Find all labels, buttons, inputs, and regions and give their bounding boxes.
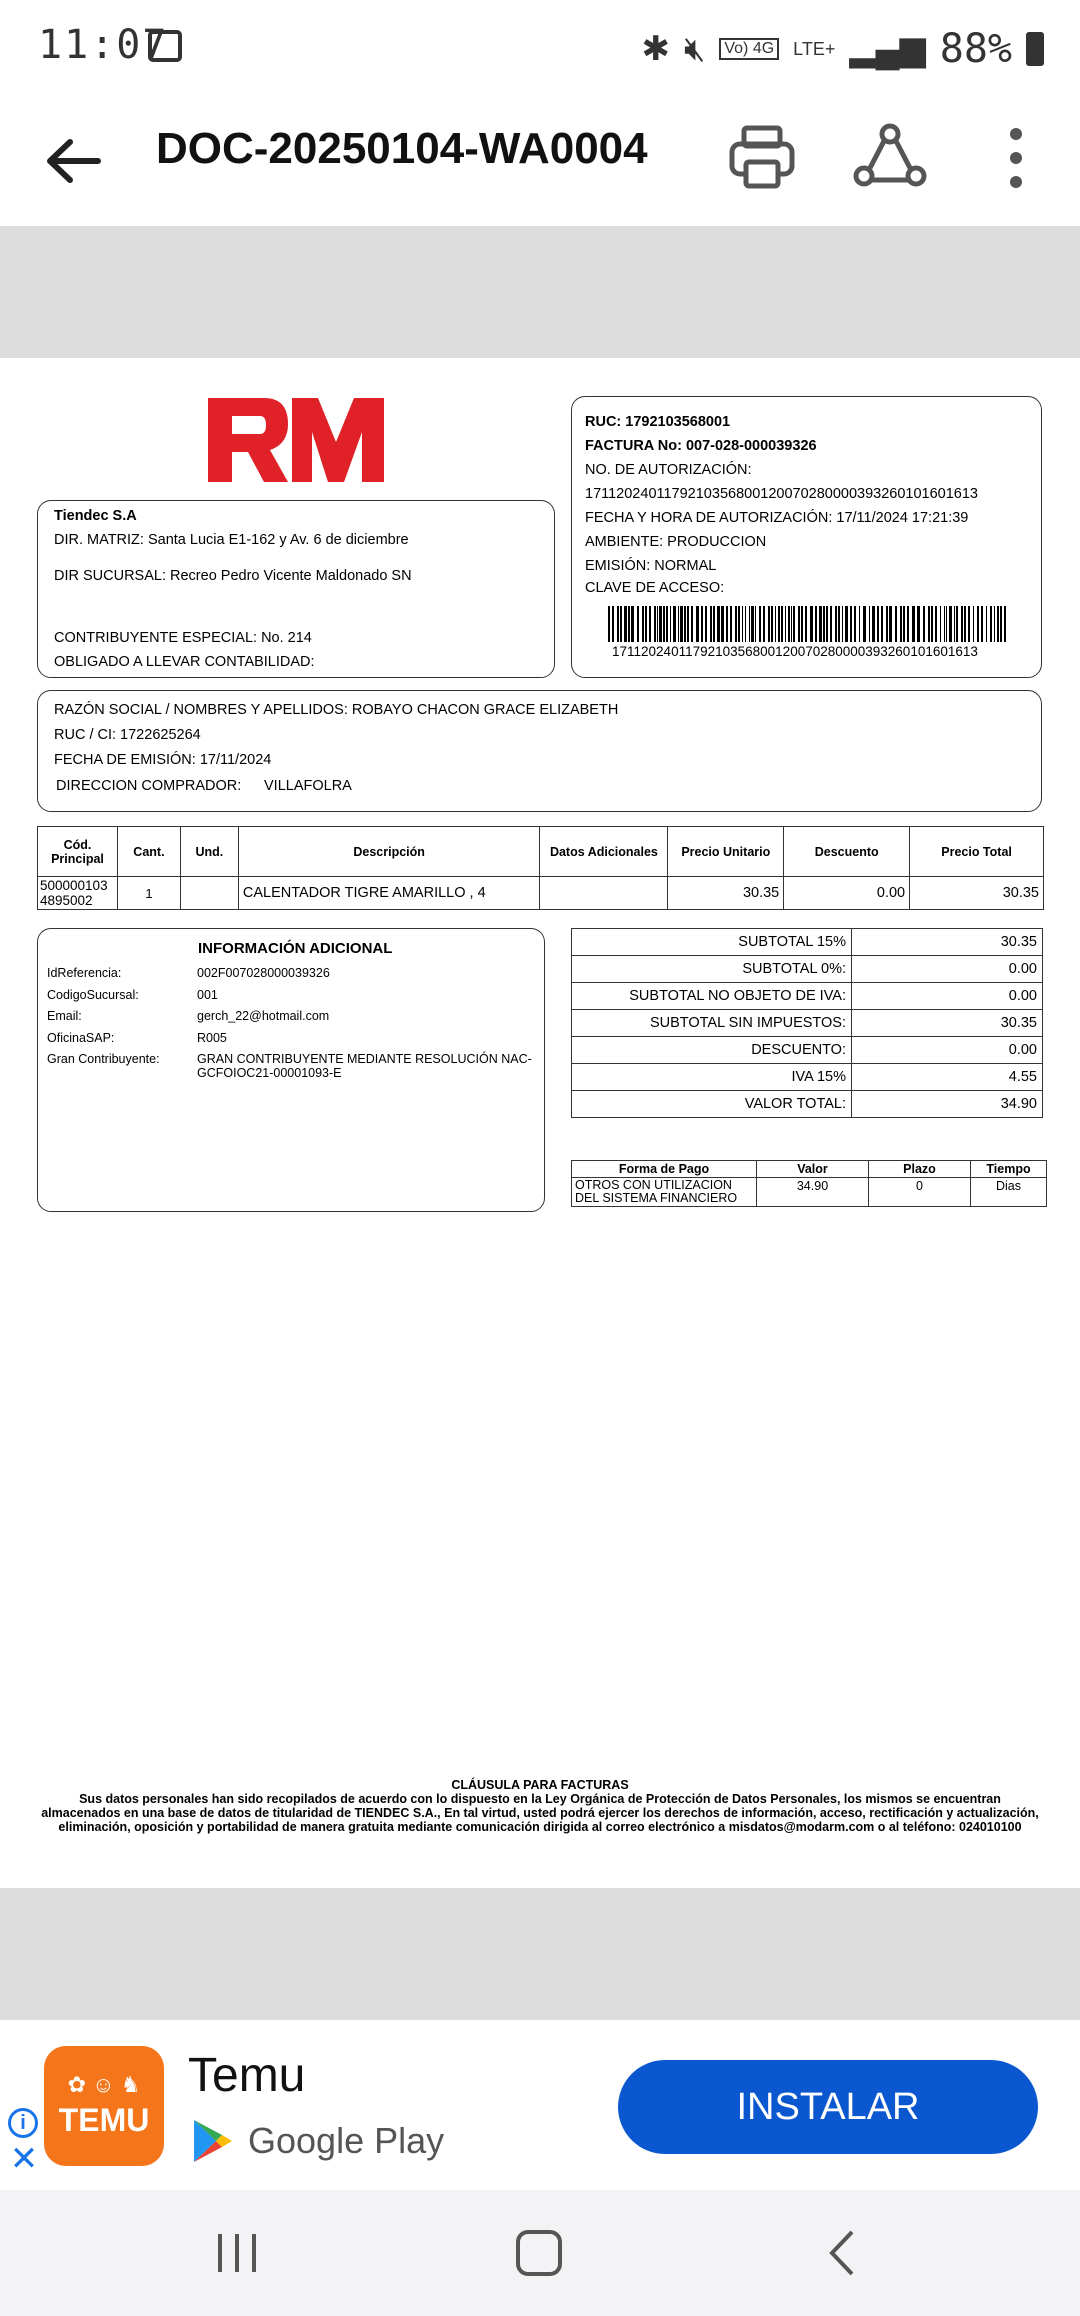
direccion-label: DIRECCION COMPRADOR:: [56, 778, 242, 794]
col-descuento: Descuento: [784, 827, 910, 877]
print-icon[interactable]: [722, 118, 802, 198]
pay-col-plazo: Plazo: [869, 1161, 971, 1178]
cell-total: 30.35: [910, 877, 1044, 910]
info-key: CodigoSucursal:: [47, 988, 139, 1002]
col-descripcion: Descripción: [238, 827, 540, 877]
autorizacion-number: 1711202401179210356800120070280000393260101601613: [585, 486, 978, 502]
total-value: 30.35: [852, 1010, 1043, 1037]
total-label: DESCUENTO:: [572, 1037, 852, 1064]
total-label: SUBTOTAL 15%: [572, 929, 852, 956]
document-title: DOC-20250104-WA0004: [156, 124, 648, 173]
ad-store-name: Google Play: [248, 2120, 445, 2161]
cell-datos: [540, 877, 668, 910]
volte-icon: Vo) 4G: [719, 38, 779, 60]
totals-row: [572, 983, 1043, 1010]
pay-col-forma: Forma de Pago: [572, 1161, 757, 1178]
fecha-autorizacion: FECHA Y HORA DE AUTORIZACIÓN: 17/11/2024 17:21:39: [585, 510, 969, 526]
totals-row: [572, 1091, 1043, 1118]
clave-acceso-label: CLAVE DE ACCESO:: [585, 580, 725, 596]
ad-info-icon[interactable]: i: [8, 2108, 38, 2138]
share-icon[interactable]: [850, 118, 930, 198]
app-bar: [0, 96, 1080, 226]
back-arrow-icon[interactable]: [40, 126, 110, 196]
ad-app-name: Temu: [188, 2049, 306, 2102]
items-table: [37, 826, 1044, 910]
cell-cant: 1: [117, 877, 180, 910]
barcode-number: 1711202401179210356800120070280000393260101601613: [612, 644, 978, 659]
rm-logo: [204, 394, 388, 486]
total-value: 0.00: [852, 1037, 1043, 1064]
total-label: VALOR TOTAL:: [572, 1091, 852, 1118]
install-button[interactable]: INSTALAR: [618, 2060, 1038, 2154]
table-row: [38, 877, 1044, 910]
totals-row: [572, 929, 1043, 956]
total-value: 30.35: [852, 929, 1043, 956]
viewer-margin-top: [0, 226, 1080, 358]
total-label: IVA 15%: [572, 1064, 852, 1091]
info-key: Email:: [47, 1009, 82, 1023]
status-bar: [0, 0, 1080, 96]
ambiente: AMBIENTE: PRODUCCION: [585, 534, 767, 550]
invoice-page[interactable]: [0, 358, 1080, 1888]
factura-number: FACTURA No: 007-028-000039326: [585, 438, 817, 454]
total-value: 4.55: [852, 1064, 1043, 1091]
table-row: [572, 1178, 1047, 1207]
pay-tiempo: Dias: [971, 1178, 1047, 1207]
total-value: 34.90: [852, 1091, 1043, 1118]
totals-table: [571, 928, 1043, 1118]
dir-sucursal: DIR SUCURSAL: Recreo Pedro Vicente Maldonado SN: [54, 568, 412, 584]
total-label: SUBTOTAL 0%:: [572, 956, 852, 983]
battery-icon: [1026, 32, 1044, 66]
col-precio: Precio Unitario: [668, 827, 784, 877]
temu-logo-icons: ✿ ☺ ♞: [67, 2072, 141, 2097]
col-total: Precio Total: [910, 827, 1044, 877]
cell-descripcion: CALENTADOR TIGRE AMARILLO , 4: [238, 877, 540, 910]
direccion-value: VILLAFOLRA: [264, 778, 352, 794]
ruc: RUC: 1792103568001: [585, 414, 731, 430]
pay-col-valor: Valor: [757, 1161, 869, 1178]
cell-und: [180, 877, 238, 910]
lte-icon: LTE+: [793, 39, 836, 59]
totals-row: [572, 1010, 1043, 1037]
cell-cod: 5000001034895002: [38, 877, 118, 910]
contribuyente-especial: CONTRIBUYENTE ESPECIAL: No. 214: [54, 630, 312, 646]
barcode: [608, 606, 1012, 642]
temu-logo-text: TEMU: [58, 2102, 150, 2138]
status-time: 11:07: [38, 22, 169, 68]
pay-valor: 34.90: [757, 1178, 869, 1207]
google-play-icon: [192, 2118, 234, 2164]
more-vert-icon[interactable]: [978, 118, 1058, 198]
info-key: IdReferencia:: [47, 966, 122, 980]
info-key: Gran Contribuyente:: [47, 1052, 160, 1066]
company-name: Tiendec S.A: [54, 508, 137, 524]
totals-row: [572, 1037, 1043, 1064]
total-value: 0.00: [852, 956, 1043, 983]
pay-plazo: 0: [869, 1178, 971, 1207]
clausula-title: CLÁUSULA PARA FACTURAS: [451, 1778, 629, 1792]
razon-social: RAZÓN SOCIAL / NOMBRES Y APELLIDOS: ROBAYO CHACON GRACE ELIZABETH: [54, 702, 619, 718]
total-label: SUBTOTAL NO OBJETO DE IVA:: [572, 983, 852, 1010]
totals-row: [572, 1064, 1043, 1091]
temu-logo: [44, 2046, 164, 2166]
autorizacion-label: NO. DE AUTORIZACIÓN:: [585, 462, 752, 478]
signal-icon: ▂▄▆: [849, 30, 926, 68]
viewer-margin-bottom: [0, 1888, 1080, 2020]
home-icon[interactable]: [516, 2230, 562, 2276]
info-adicional-title: INFORMACIÓN ADICIONAL: [198, 940, 393, 957]
info-value: GRAN CONTRIBUYENTE MEDIANTE RESOLUCIÓN NAC-GCFOIOC21-00001093-E: [197, 1052, 532, 1080]
company-info-box: [37, 500, 555, 678]
buyer-ruc: RUC / CI: 1722625264: [54, 727, 201, 743]
dir-matriz: DIR. MATRIZ: Santa Lucia E1-162 y Av. 6 de diciembre: [54, 532, 409, 548]
total-value: 0.00: [852, 983, 1043, 1010]
pay-forma: OTROS CON UTILIZACION DEL SISTEMA FINANCIERO: [572, 1178, 757, 1207]
cell-descuento: 0.00: [784, 877, 910, 910]
back-icon[interactable]: [822, 2228, 862, 2278]
col-cant: Cant.: [117, 827, 180, 877]
info-value: 002F007028000039326: [197, 966, 330, 980]
bluetooth-icon: ✱: [641, 30, 670, 68]
mute-icon: 🔇︎: [683, 29, 706, 68]
info-value: 001: [197, 988, 218, 1002]
payment-table: [571, 1160, 1047, 1207]
col-cod: Cód. Principal: [38, 827, 118, 877]
col-und: Und.: [180, 827, 238, 877]
emision: EMISIÓN: NORMAL: [585, 558, 717, 574]
battery-percent: 88%: [939, 26, 1012, 72]
col-datos: Datos Adicionales: [540, 827, 668, 877]
pay-col-tiempo: Tiempo: [971, 1161, 1047, 1178]
recent-apps-icon[interactable]: [212, 2230, 262, 2276]
cell-precio: 30.35: [668, 877, 784, 910]
info-value: R005: [197, 1031, 227, 1045]
obligado-contabilidad: OBLIGADO A LLEVAR CONTABILIDAD:: [54, 654, 315, 670]
navigation-bar: [0, 2190, 1080, 2316]
total-label: SUBTOTAL SIN IMPUESTOS:: [572, 1010, 852, 1037]
info-value: gerch_22@hotmail.com: [197, 1009, 330, 1023]
ad-banner[interactable]: [0, 2020, 1080, 2190]
gallery-notification-icon: [148, 30, 182, 62]
info-key: OficinaSAP:: [47, 1031, 115, 1045]
fecha-emision: FECHA DE EMISIÓN: 17/11/2024: [54, 752, 272, 768]
ad-close-icon[interactable]: ✕: [9, 2140, 39, 2178]
totals-row: [572, 956, 1043, 983]
clausula-text: Sus datos personales han sido recopilados de acuerdo con lo dispuesto en la Ley Orgánica de Protección de Datos Personales, los mismos se encuentran almacenados en una base de datos de titularidad de TIENDEC S.A., En tal virtud, usted podrá ejercer los derechos de información, acceso, rectificación y actualización, eliminación, oposición y portabilidad de manera gratuita mediante comunicación dirigida al correo electrónico a misdatos@modarm.com o al teléfono: 024010100: [41, 1792, 1039, 1834]
